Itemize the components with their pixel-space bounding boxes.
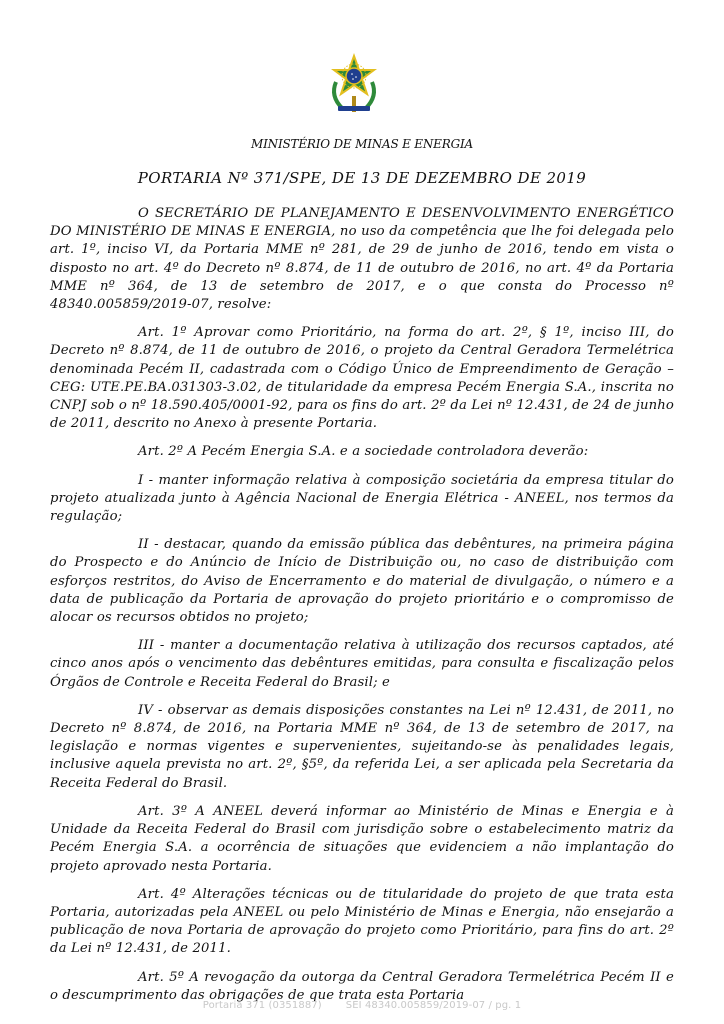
article-2-item-iii: III - manter a documentação relativa à utilização dos recursos captados, até cinco anos após o vencimento das debêntures emitidas, para consulta e fiscalização pelos Órgãos de Controle e Receita Federal do Brasil; e [50, 638, 674, 690]
footer-doc-ref: Portaria 371 (0351887) [202, 1000, 322, 1011]
article-2-paragraph: Art. 2º A Pecém Energia S.A. e a sociedade controladora deverão: [138, 444, 589, 460]
article-2-item-ii: II - destacar, quando da emissão pública das debêntures, na primeira página do Prospecto e do Anúncio de Início de Distribuição ou, no caso de distribuição com esforços restritos, do Aviso de Encerramento e do material de divulgação, o número e a data de publicação da Portaria de aprovação do projeto prioritário e o compromisso de alocar os recursos obtidos no projeto; [50, 537, 674, 626]
article-1-paragraph: Art. 1º Aprovar como Prioritário, na forma do art. 2º, § 1º, inciso III, do Decreto nº 8.874, de 11 de outubro de 2016, o projeto da Central Geradora Termelétrica denominada Pecém II, cadastrada com o Código Único de Empreendimento de Geração – CEG: UTE.PE.BA.031303-3.02, de titularidade da empresa Pecém Energia S.A., inscrita no CNPJ sob o nº 18.590.405/0001-92, para os fins do art. 2º da Lei nº 12.431, de 24 de junho de 2011, descrito no Anexo à presente Portaria. [50, 325, 674, 432]
footer-sei-ref: SEI 48340.005859/2019-07 / pg. 1 [345, 1000, 522, 1011]
coat-of-arms-seal [326, 52, 382, 116]
article-2-item-iv: IV - observar as demais disposições constantes na Lei nº 12.431, de 2011, no Decreto nº 8.874, de 2016, na Portaria MME nº 364, de 13 de setembro de 2017, na legislação e normas vigentes e supervenientes, sujeitando-se às penalidades legais, inclusive aquela prevista no art. 2º, §5º, da referida Lei, a ser aplicada pela Secretaria da Receita Federal do Brasil. [50, 702, 674, 791]
ministry-header: MINISTÉRIO DE MINAS E ENERGIA [251, 137, 473, 151]
article-2-item-i: I - manter informação relativa à composição societária da empresa titular do projeto atualizada junto à Agência Nacional de Energia Elétrica - ANEEL, nos termos da regulação; [50, 472, 674, 525]
document-body [50, 205, 674, 1015]
article-5-paragraph: Art. 5º A revogação da outorga da Central Geradora Termelétrica Pecém II e o descumprimento das obrigações de que trata esta Portaria [50, 969, 674, 1003]
article-4-paragraph: Art. 4º Alterações técnicas ou de titularidade do projeto de que trata esta Portaria, autorizadas pela ANEEL ou pelo Ministério de Minas e Energia, não ensejarão a publicação de nova Portaria de aprovação do projeto como Prioritário, para fins do art. 2º da Lei nº 12.431, de 2011. [50, 886, 674, 957]
preamble-paragraph: O SECRETÁRIO DE PLANEJAMENTO E DESENVOLVIMENTO ENERGÉTICO DO MINISTÉRIO DE MINAS E ENERGIA, no uso da competência que lhe foi delegada pelo art. 1º, inciso VI, da Portaria MME nº 281, de 29 de junho de 2016, tendo em vista o disposto no art. 4º do Decreto nº 8.874, de 11 de outubro de 2016, no art. 4º da Portaria MME nº 364, de 13 de setembro de 2017, e o que consta do Processo nº 48340.005859/2019-07, resolve: [50, 206, 674, 313]
article-3-paragraph: Art. 3º A ANEEL deverá informar ao Ministério de Minas e Energia e à Unidade da Receita Federal do Brasil com jurisdição sobre o estabelecimento matriz da Pecém Energia S.A. a ocorrência de situações que evidenciem a não implantação do projeto aprovado nesta Portaria. [50, 803, 674, 874]
portaria-title: PORTARIA Nº 371/SPE, DE 13 DE DEZEMBRO DE 2019 [137, 169, 587, 187]
page-footer [0, 1000, 724, 1011]
